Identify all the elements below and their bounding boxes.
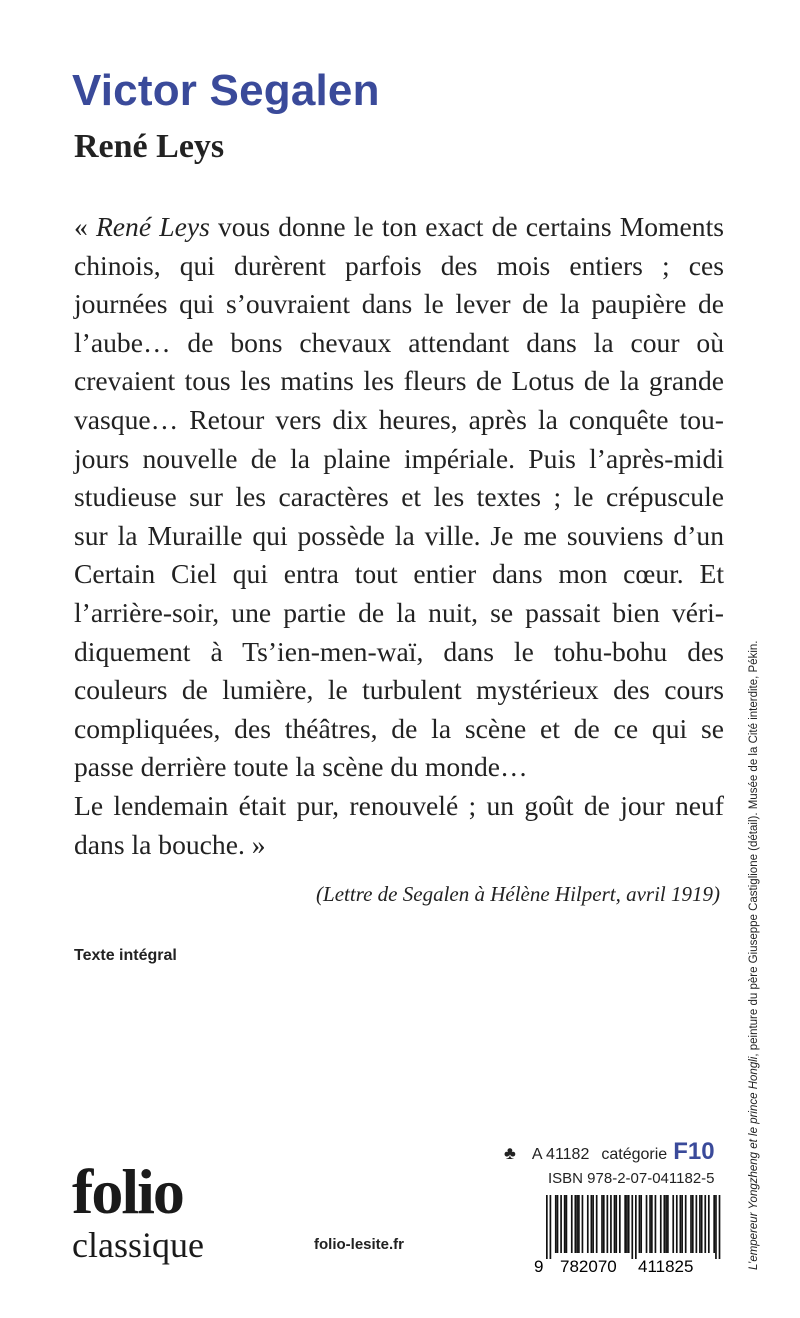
barcode: [534, 1195, 724, 1275]
barcode-bar: [576, 1195, 578, 1253]
quote-line: dans la bouche. »: [74, 828, 266, 860]
barcode-bar: [640, 1195, 642, 1253]
barcode-bar: [619, 1195, 621, 1253]
barcode-bar: [550, 1195, 552, 1259]
barcode-bar: [615, 1195, 617, 1253]
barcode-bar: [571, 1195, 573, 1253]
quote-line: studieuse sur les caractères et les textes ; le crépuscule: [74, 481, 724, 513]
barcode-right-group: 411825: [638, 1257, 694, 1275]
barcode-bar: [557, 1195, 559, 1253]
cover-image-credit: L’empereur Yongzheng et le prince Hongli, peinture du père Giuseppe Castiglione (détail). Musée de la Cité interdite, Pékin.: [748, 640, 760, 1270]
barcode-bar: [663, 1195, 665, 1253]
quote-line: sur la Muraille qui possède la ville. Je me souviens d’un: [74, 519, 724, 551]
barcode-bar: [701, 1195, 703, 1253]
barcode-bar: [614, 1195, 616, 1253]
barcode-left-group: 782070: [560, 1257, 617, 1275]
barcode-bar: [713, 1195, 715, 1253]
barcode-bar: [582, 1195, 584, 1253]
barcode-bar: [646, 1195, 648, 1253]
barcode-bar: [708, 1195, 710, 1253]
barcode-graphic: [534, 1195, 724, 1275]
quote-line: vasque… Retour vers dix heures, après la conquête tou-: [74, 403, 724, 435]
barcode-bar: [635, 1195, 637, 1259]
price-code: F10: [673, 1138, 715, 1165]
barcode-bar: [704, 1195, 706, 1253]
quote-line: l’aube… de bons chevaux attendant dans la cour où: [74, 326, 724, 358]
integral-text-label: Texte intégral: [74, 947, 177, 964]
barcode-bar: [649, 1195, 651, 1253]
quote-line: crevaient tous les matins les fleurs de Lotus de la grande: [74, 365, 724, 397]
barcode-bar: [591, 1195, 593, 1253]
barcode-bar: [564, 1195, 566, 1253]
author-name: Victor Segalen: [72, 66, 380, 115]
quote-line: diquement à Ts’ien-men-waï, dans le tohu-bohu des: [74, 635, 724, 667]
barcode-bar: [651, 1195, 653, 1253]
catalog-reference: A 41182: [531, 1146, 590, 1163]
barcode-bar: [578, 1195, 580, 1253]
folio-classique-logo: [72, 1156, 204, 1266]
barcode-bar: [667, 1195, 669, 1253]
barcode-bar: [676, 1195, 678, 1253]
barcode-bar: [596, 1195, 598, 1253]
quote-line: Certain Ciel qui entra tout entier dans mon cœur. Et: [74, 558, 724, 590]
catalog-info: [504, 1138, 715, 1166]
barcode-bar: [628, 1195, 630, 1253]
barcode-bar: [692, 1195, 694, 1253]
quote-line: couleurs de lumière, le turbulent mystérieux des cours: [74, 674, 724, 706]
isbn: ISBN 978-2-07-041182-5: [548, 1170, 715, 1187]
barcode-bar: [607, 1195, 609, 1253]
book-title: René Leys: [74, 128, 225, 165]
barcode-bar: [672, 1195, 674, 1253]
barcode-bar: [690, 1195, 692, 1253]
barcode-bar: [560, 1195, 562, 1253]
quote-signature: (Lettre de Segalen à Hélène Hilpert, avril 1919): [316, 882, 720, 906]
quote-line: jours nouvelle de la plaine impériale. Puis l’après-midi: [74, 442, 724, 474]
blurb-quote: [74, 208, 724, 864]
barcode-bar: [699, 1195, 701, 1253]
barcode-bar: [660, 1195, 662, 1253]
quote-line: « René Leys vous donne le ton exact de certains Moments: [74, 211, 724, 242]
barcode-bar: [546, 1195, 548, 1259]
barcode-bar: [639, 1195, 641, 1253]
barcode-bar: [555, 1195, 557, 1253]
barcode-first-digit: 9: [534, 1257, 544, 1275]
category-label: catégorie: [601, 1146, 668, 1163]
barcode-bar: [603, 1195, 605, 1253]
barcode-bar: [680, 1195, 682, 1253]
quote-line: chinois, qui durèrent parfois des mois entiers ; ces: [74, 249, 724, 281]
barcode-bar: [610, 1195, 612, 1253]
quote-line: journées qui s’ouvraient dans le lever de la paupière de: [74, 288, 724, 320]
barcode-bar: [715, 1195, 717, 1259]
quote-title-italic: René Leys: [95, 211, 210, 242]
folio-emblem-icon: ♣: [504, 1143, 516, 1163]
quote-line: passe derrière toute la scène du monde…: [74, 751, 528, 783]
barcode-bar: [601, 1195, 603, 1253]
quote-line: compliquées, des théâtres, de la scène et de ce qui se: [74, 712, 724, 744]
barcode-bar: [696, 1195, 698, 1253]
barcode-bar: [719, 1195, 721, 1259]
barcode-bar: [685, 1195, 687, 1253]
quote-line: Le lendemain était pur, renouvelé ; un goût de jour neuf: [74, 789, 724, 821]
logo-classique: classique: [72, 1225, 204, 1265]
barcode-bar: [624, 1195, 626, 1253]
barcode-bar: [655, 1195, 657, 1253]
quote-line: l’arrière-soir, une partie de la nuit, se passait bien véri-: [74, 596, 724, 628]
barcode-bar: [587, 1195, 589, 1253]
barcode-bar: [566, 1195, 568, 1253]
barcode-bar: [631, 1195, 633, 1259]
logo-folio: folio: [72, 1156, 183, 1227]
barcode-bar: [665, 1195, 667, 1253]
barcode-bar: [592, 1195, 594, 1253]
barcode-bar: [574, 1195, 576, 1253]
website-link[interactable]: folio-lesite.fr: [314, 1236, 405, 1253]
barcode-bar: [626, 1195, 628, 1253]
barcode-bar: [681, 1195, 683, 1253]
